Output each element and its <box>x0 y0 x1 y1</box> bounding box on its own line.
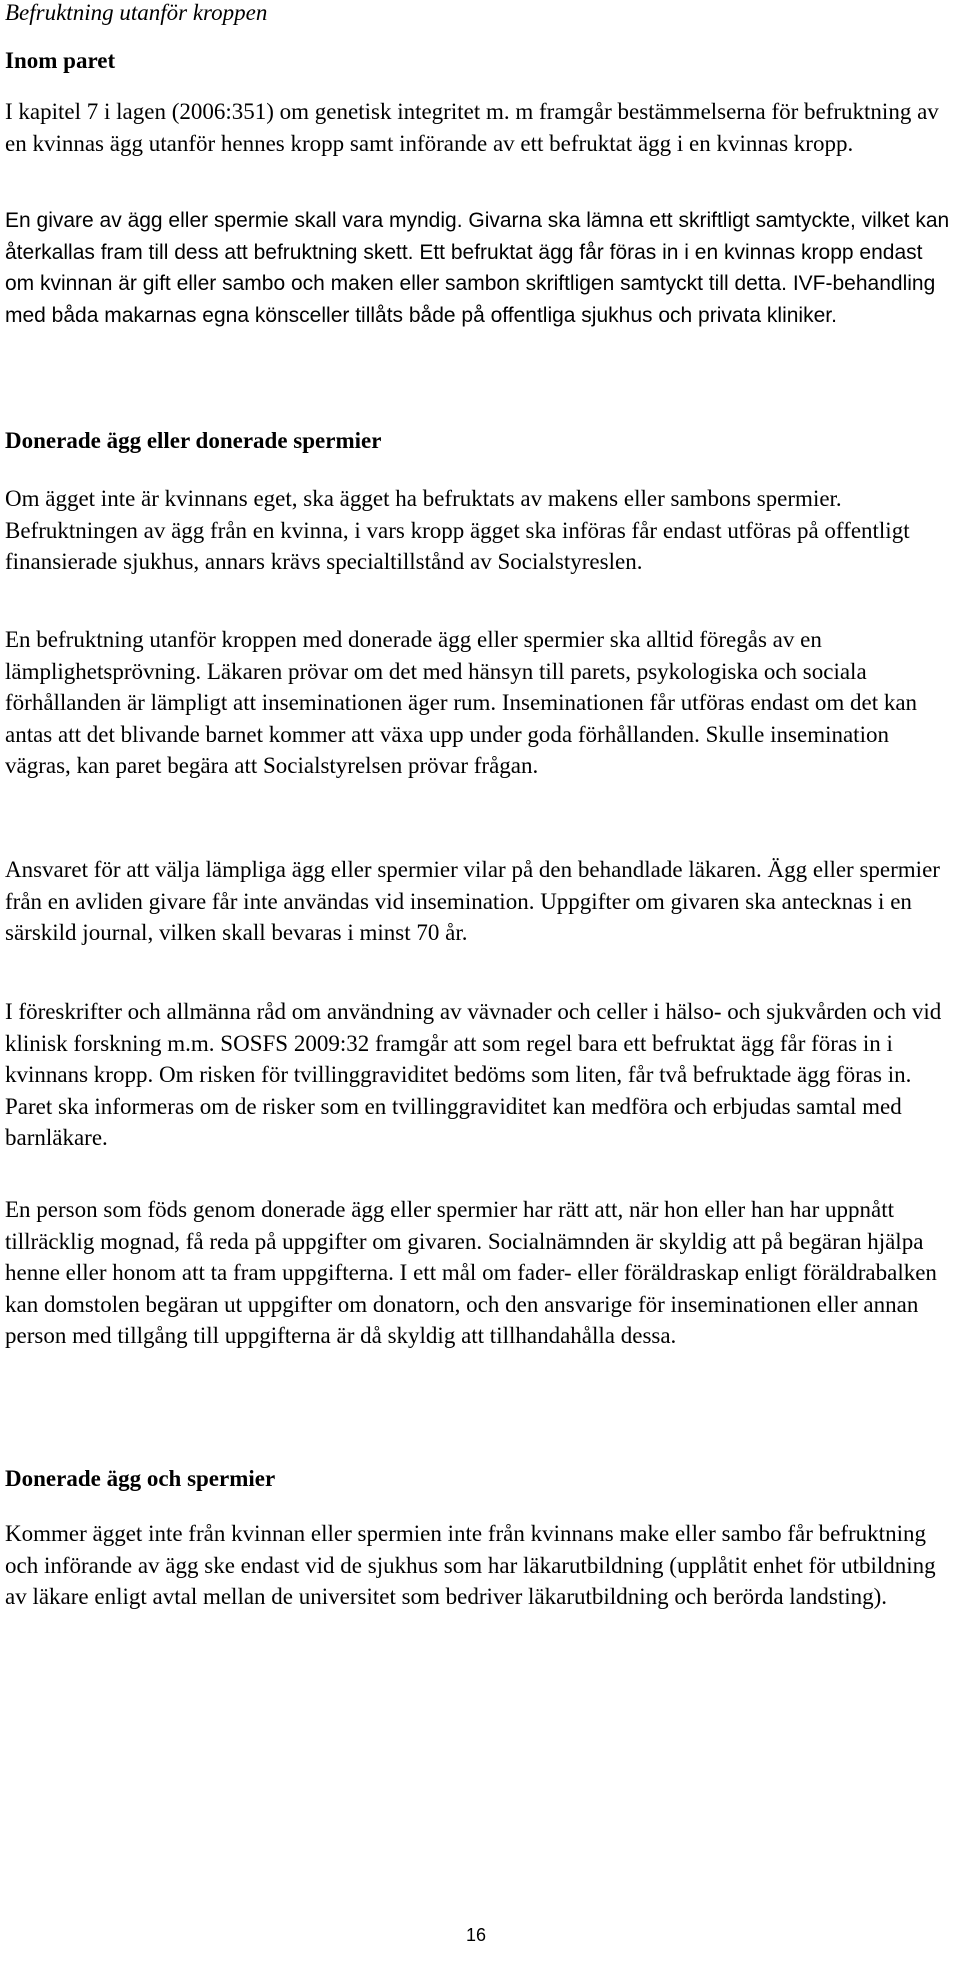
paragraph-makens-spermier: Om ägget inte är kvinnans eget, ska ägget ha befruktats av makens eller sambons spermier. Befruktningen av ägg från en kvinna, i vars kropp ägget ska införas får endast utföras på offentligt finansierade sjukhus, annars krävs specialtillstånd av Socialstyreslen. <box>5 486 910 574</box>
section-heading-donerade-agg-eller-spermier: Donerade ägg eller donerade spermier <box>5 428 382 453</box>
paragraph-lamplighetsprovning: En befruktning utanför kroppen med donerade ägg eller spermier ska alltid föregås av en lämplighetsprövning. Läkaren prövar om det med hänsyn till parets, psykologiska och sociala förhållanden är lämpligt att inseminationen äger rum. Inseminationen får utföras endast om det kan antas att det blivande barnet kommer att växa upp under goda förhållanden. Skulle insemination vägras, kan paret begära att Socialstyrelsen prövar frågan. <box>5 627 918 778</box>
paragraph-lagen-genetisk-integritet: I kapitel 7 i lagen (2006:351) om genetisk integritet m. m framgår bestämmelserna för befruktning av en kvinnas ägg utanför hennes kropp samt införande av ett befruktat ägg i en kvinnas kropp. <box>5 99 939 156</box>
paragraph-ansvaret-lakaren: Ansvaret för att välja lämpliga ägg eller spermier vilar på den behandlade läkaren. Ägg eller spermier från en avliden givare får inte användas vid insemination. Uppgifter om givaren ska antecknas i en särskild journal, vilken skall bevaras i minst 70 år. <box>5 857 940 945</box>
paragraph-lakarutbildning: Kommer ägget inte från kvinnan eller spermien inte från kvinnans make eller sambo får befruktning och införande av ägg ske endast vid de sjukhus som har läkarutbildning (upplåtit enhet för utbildning av läkare enligt avtal mellan de universitet som bedriver läkarutbildning och berörda landsting). <box>5 1521 936 1609</box>
document-title: Befruktning utanför kroppen <box>5 0 268 25</box>
page-number: 16 <box>466 1925 487 1945</box>
paragraph-givare-myndig: En givare av ägg eller spermie skall vara myndig. Givarna ska lämna ett skriftligt samtyckte, vilket kan återkallas fram till dess att befruktning skett. Ett befruktat ägg får föras in i en kvinnas kropp endast om kvinnan är gift eller sambo och maken eller sambon skriftligen samtyckt till detta. IVF-behandling med båda makarnas egna könsceller tillåts både på offentliga sjukhus och privata kliniker. <box>5 209 950 327</box>
section-heading-donerade-agg-och-spermier: Donerade ägg och spermier <box>5 1466 276 1491</box>
paragraph-ratt-till-uppgifter: En person som föds genom donerade ägg eller spermier har rätt att, när hon eller han har uppnått tillräcklig mognad, få reda på uppgifter om givaren. Socialnämnden är skyldig att på begäran hjälpa henne eller honom att ta fram uppgifterna. I ett mål om fader- eller föräldraskap enligt föräldrabalken kan domstolen begäran ut uppgifter om donatorn, och den ansvarige för inseminationen eller annan person med tillgång till uppgifterna är då skyldig att tillhandahålla dessa. <box>5 1197 937 1348</box>
section-heading-inom-paret: Inom paret <box>5 48 116 73</box>
paragraph-sosfs-foreskrifter: I föreskrifter och allmänna råd om användning av vävnader och celler i hälso- och sjukvården och vid klinisk forskning m.m. SOSFS 2009:32 framgår att som regel bara ett befruktat ägg får föras in i kvinnans kropp. Om risken för tvillinggraviditet bedöms som liten, får två befruktade ägg föras in. Paret ska informeras om de risker som en tvillinggraviditet kan medföra och erbjudas samtal med barnläkare. <box>5 999 942 1150</box>
